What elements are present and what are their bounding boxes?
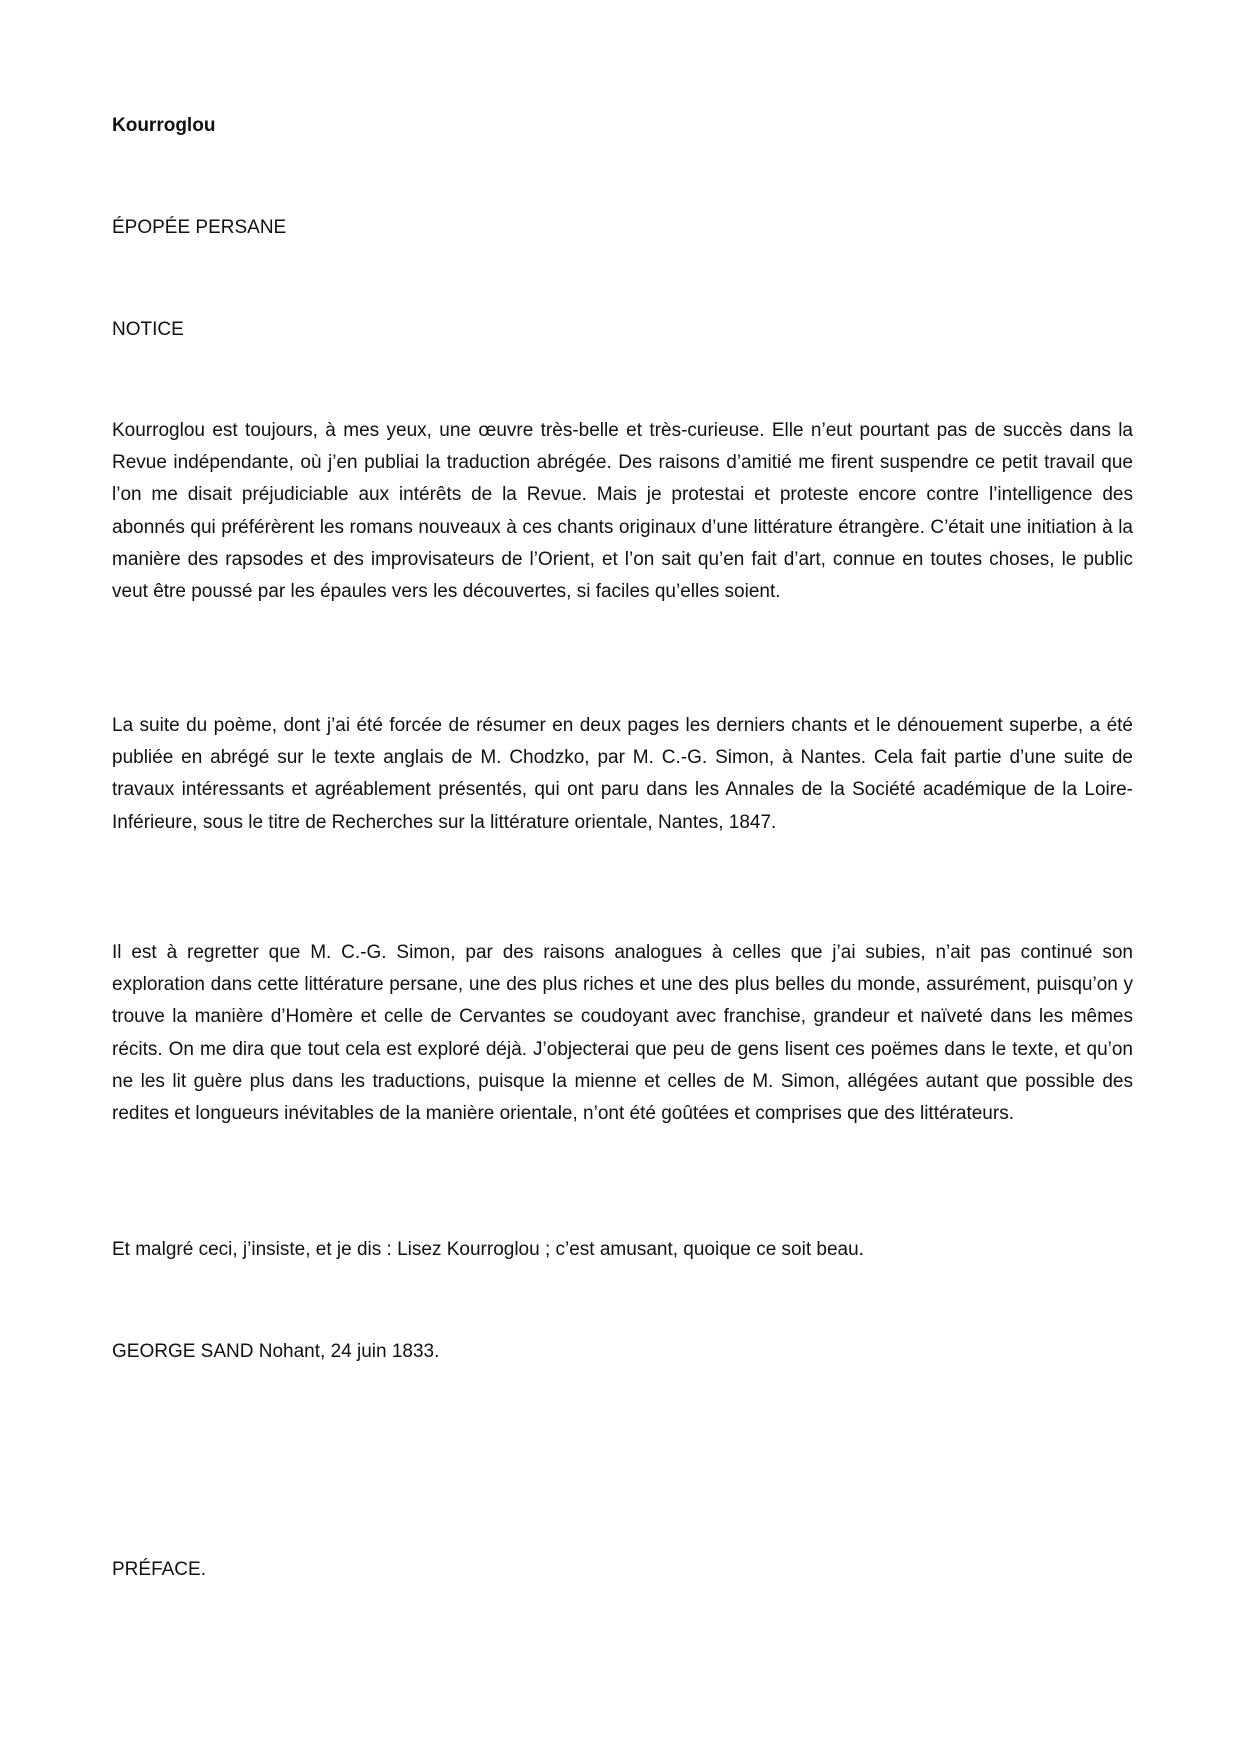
paragraph-2: La suite du poème, dont j’ai été forcée de résumer en deux pages les derniers chants et le dénouement superbe, a été publiée en abrégé sur le texte anglais de M. Chodzko, par M. C.-G. Simon, à Nantes. Cela fait partie d’une suite de travaux intéressants et agréablement présentés, qui ont paru dans les Annales de la Société académique de la Loire-Inférieure, sous le titre de Recherches sur la littérature orientale, Nantes, 1847. <box>112 715 1133 833</box>
signature: GEORGE SAND Nohant, 24 juin 1833. <box>112 1341 440 1362</box>
document-title: Kourroglou <box>112 115 216 136</box>
document-subtitle: ÉPOPÉE PERSANE <box>112 217 287 238</box>
preface-heading: PRÉFACE. <box>112 1559 206 1580</box>
paragraph-1: Kourroglou est toujours, à mes yeux, une œuvre très-belle et très-curieuse. Elle n’eut pourtant pas de succès dans la Revue indépendante, où j’en publiai la traduction abrégée. Des raisons d’amitié me firent suspendre ce petit travail que l’on me disait préjudiciable aux intérêts de la Revue. Mais je protestai et proteste encore contre l’intelligence des abonnés qui préférèrent les romans nouveaux à ces chants originaux d’une littérature étrangère. C’était une initiation à la manière des rapsodes et des improvisateurs de l’Orient, et l’on sait qu’en fait d’art, connue en toutes choses, le public veut être poussé par les épaules vers les découvertes, si faciles qu’elles soient. <box>112 420 1133 603</box>
paragraph-3: Il est à regretter que M. C.-G. Simon, par des raisons analogues à celles que j’ai subies, n’ait pas continué son exploration dans cette littérature persane, une des plus riches et une des plus belles du monde, assurément, puisqu’on y trouve la manière d’Homère et celle de Cervantes se coudoyant avec franchise, grandeur et naïveté dans les mêmes récits. On me dira que tout cela est exploré déjà. J’objecterai que peu de gens lisent ces poëmes dans le texte, et qu’on ne les lit guère plus dans les traductions, puisque la mienne et celles de M. Simon, allégées autant que possible des redites et longueurs inévitables de la manière orientale, n’ont été goûtées et comprises que des littérateurs. <box>112 942 1133 1125</box>
notice-heading: NOTICE <box>112 319 184 340</box>
paragraph-4: Et malgré ceci, j’insiste, et je dis : Lisez Kourroglou ; c’est amusant, quoique ce soit beau. <box>112 1239 864 1260</box>
